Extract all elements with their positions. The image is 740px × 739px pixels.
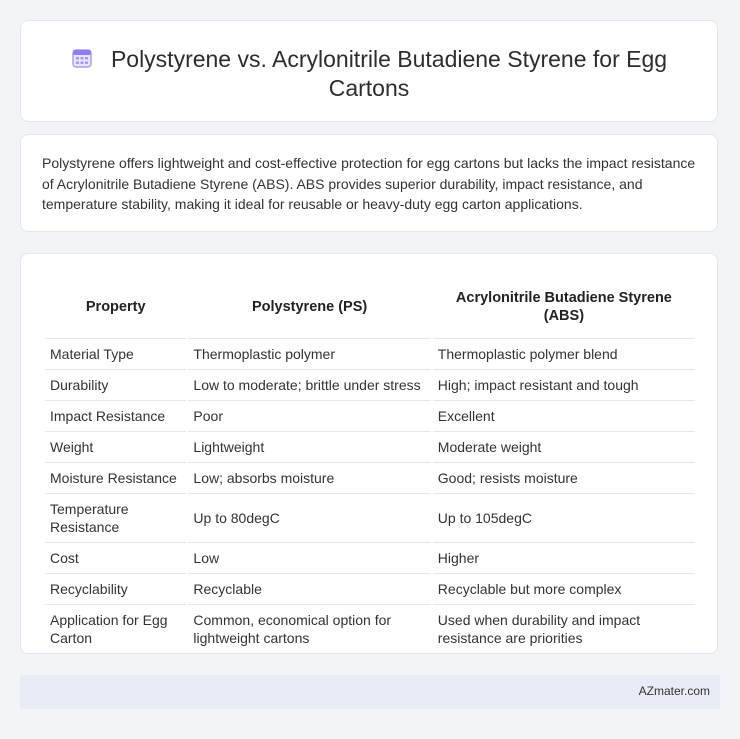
page-title: Polystyrene vs. Acrylonitrile Butadiene Styrene for Egg Cartons — [110, 46, 668, 101]
table-cell: Durability — [45, 370, 186, 401]
footer-brand: AZmater.com — [638, 684, 710, 698]
table-cell: Lightweight — [188, 432, 430, 463]
table-cell: Moderate weight — [433, 432, 695, 463]
column-header-property: Property — [45, 276, 186, 339]
table-cell: Low; absorbs moisture — [188, 463, 430, 494]
table-row — [45, 463, 695, 494]
comparison-table-card — [20, 253, 718, 654]
table-header-row — [45, 276, 695, 339]
column-header-abs: Acrylonitrile Butadiene Styrene (ABS) — [433, 276, 695, 339]
table-cell: Moisture Resistance — [45, 463, 186, 494]
table-cell: Recyclable — [188, 574, 430, 605]
table-cell: Low to moderate; brittle under stress — [188, 370, 430, 401]
table-cell: Up to 105degC — [433, 494, 695, 543]
table-cell: Temperature Resistance — [45, 494, 186, 543]
table-cell: Material Type — [45, 339, 186, 370]
table-cell: Impact Resistance — [45, 401, 186, 432]
table-cell: Weight — [45, 432, 186, 463]
table-cell: Up to 80degC — [188, 494, 430, 543]
column-header-polystyrene: Polystyrene (PS) — [188, 276, 430, 339]
table-row — [45, 432, 695, 463]
table-row — [45, 494, 695, 543]
table-cell: Recyclable but more complex — [433, 574, 695, 605]
table-cell: Recyclability — [45, 574, 186, 605]
page-title-row — [61, 45, 677, 103]
table-cell: Thermoplastic polymer — [188, 339, 430, 370]
table-row — [45, 339, 695, 370]
table-row — [45, 605, 695, 654]
summary-card — [20, 134, 718, 232]
table-row — [45, 370, 695, 401]
footer-bar — [20, 675, 720, 709]
summary-text: Polystyrene offers lightweight and cost-effective protection for egg cartons but lacks the impact resistance of Acrylonitrile Butadiene Styrene (ABS). ABS provides superior durability, impact resistance, and temperature stability, making it ideal for reusable or heavy-duty egg carton applications. — [42, 155, 696, 212]
table-cell: Application for Egg Carton — [45, 605, 186, 654]
table-cell: Cost — [45, 543, 186, 574]
table-cell: High; impact resistant and tough — [433, 370, 695, 401]
comparison-table — [43, 276, 697, 654]
table-cell: Low — [188, 543, 430, 574]
table-cell: Higher — [433, 543, 695, 574]
table-cell: Poor — [188, 401, 430, 432]
table-cell: Thermoplastic polymer blend — [433, 339, 695, 370]
table-row — [45, 543, 695, 574]
table-cell: Common, economical option for lightweight cartons — [188, 605, 430, 654]
table-cell: Excellent — [433, 401, 695, 432]
table-row — [45, 574, 695, 605]
table-row — [45, 401, 695, 432]
calendar-grid-icon — [71, 47, 93, 69]
title-card — [20, 20, 718, 122]
table-cell: Good; resists moisture — [433, 463, 695, 494]
table-cell: Used when durability and impact resistance are priorities — [433, 605, 695, 654]
